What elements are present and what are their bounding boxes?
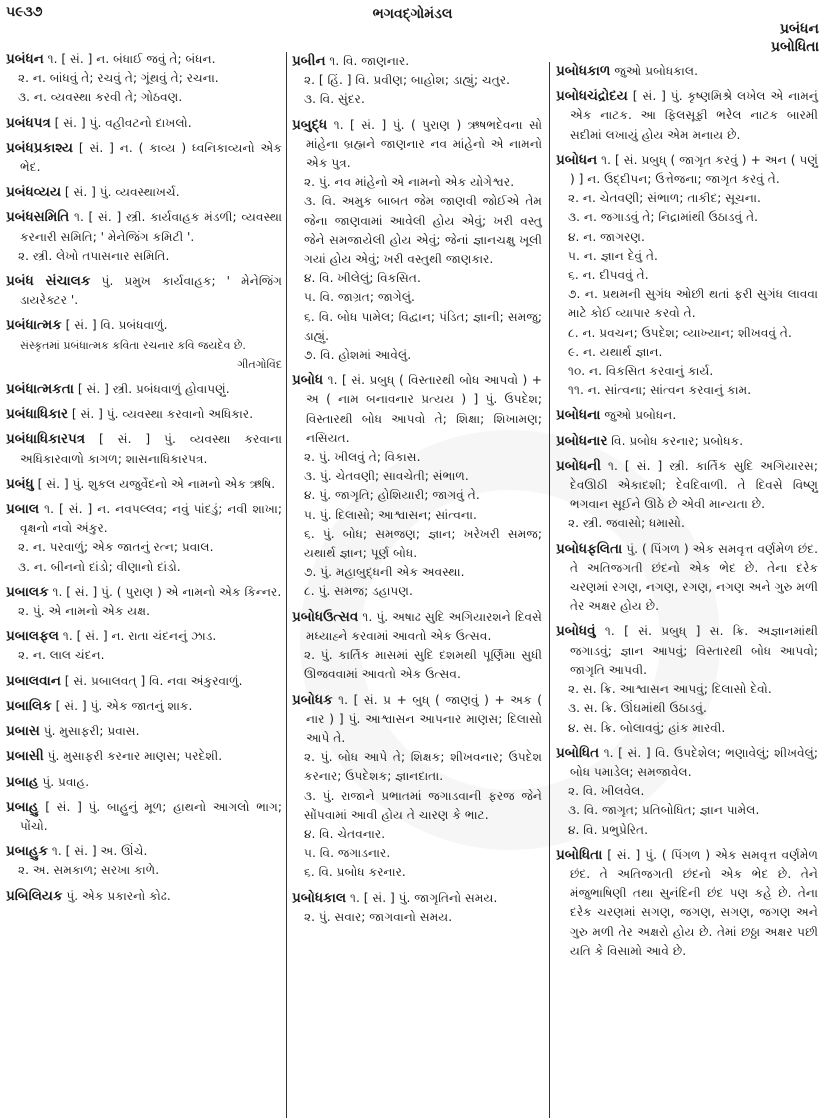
entry-definition [6, 672, 282, 691]
entry-text: ૧. વિ. જાણનાર. [329, 54, 410, 68]
entry-headword: પ્રબોધનાર [556, 432, 608, 449]
entry-sense: ૭. વિ. હોશમાં આવેલું. [304, 348, 412, 363]
entry-headword: પ્રબંધપ્રકાશ્ય [6, 139, 73, 156]
entry-headword: પ્રબોધઉત્સવ [292, 608, 359, 625]
dictionary-entry [6, 697, 282, 716]
entry-text: ૧. [ સં. ] અ. ઊંચે. [51, 844, 148, 859]
entry-sense: ૨. સ્ત્રી. જવાસો; ધમાસો. [568, 516, 685, 531]
entry-sense: ૫. ન. જ્ઞાન દેવું તે. [568, 248, 658, 263]
entry-definition [6, 475, 282, 494]
entry-text: ૧. [ સં. ] વિ. ઉપદેશેલ; ભણાવેલું; શીખવેલું; બોધ પમાડેલ; સમજાવેલ. [570, 745, 818, 779]
entry-text: ૧. [ સં. ] પું. ( પુરાણ ) એ નામનો એક કિન્નર. [52, 584, 282, 599]
dictionary-entry [292, 371, 542, 601]
entry-headword: પ્રબોધચંદ્રોદય [556, 88, 628, 105]
dictionary-entry [556, 846, 818, 961]
column-3 [556, 62, 818, 967]
entry-definition [292, 608, 542, 646]
dictionary-entry [6, 747, 282, 766]
dictionary-entry [6, 183, 282, 202]
dictionary-entry [6, 405, 282, 424]
entry-definition [292, 691, 542, 749]
entry-sense: ૬. વિ. બોધ પામેલ; વિદ્વાન; પંડિત; જ્ઞાની; સમજુ; ડાહ્યું. [304, 309, 542, 343]
entry-definition [6, 722, 282, 741]
entry-definition [556, 87, 818, 145]
entry-sense: ૨. પું. બોધ આપે તે; શિક્ષક; શીખવનાર; ઉપદેશ કરનાર; ઉપદેશક; જ્ઞાનદાતા. [304, 750, 542, 784]
dictionary-entry [556, 87, 818, 145]
entry-sense: ૨. ન. પરવાળું; એક જાતનું રત્ન; પ્રવાલ. [18, 540, 214, 555]
dictionary-entry [556, 62, 818, 81]
entry-definition [556, 151, 818, 189]
entry-sense: ૩. વિ. સુંદર. [304, 92, 365, 107]
guide-words [771, 20, 819, 56]
entry-text: [ સં. ] પું. વહીવટનો દાખલો. [54, 115, 192, 130]
entry-definition [556, 457, 818, 515]
entry-sense: ૨. ન. લાલ ચંદન. [18, 648, 105, 663]
column-1 [6, 50, 282, 912]
entry-headword: પ્રબંધપત્ર [6, 114, 51, 131]
entry-text: [ સં. પ્રબાલવત્ ] વિ. નવા અંકુરવાળું. [64, 673, 243, 688]
entry-headword: પ્રબીન [292, 53, 326, 69]
entry-text: [ સં. ] પું. વ્યવસ્થા કરવાનો અધિકાર. [71, 407, 254, 422]
entry-definition [292, 889, 542, 908]
entry-definition [556, 622, 818, 680]
dictionary-entry [6, 672, 282, 691]
entry-sense: ૨. પું. સવાર; જાગવાનો સમય. [304, 909, 453, 924]
entry-sense: ૨. પું. નવ માંહેનો એ નામનો એક યોગેશ્વર. [304, 175, 515, 190]
entry-text: પું. મુસાફરી; પ્રવાસ. [43, 724, 140, 739]
example-source: ગીતગોવિંદ [237, 357, 282, 371]
entry-headword: પ્રબુદ્ધ [292, 116, 328, 133]
entry-text: [ સં. ] પું. ( પિંગળ ) એક સમવૃત્ત વર્ણમેળ છંદ. તે અતિજગતી છંદનો એક ભેદ છે. તેને મંજુભાષિણી તથા સુનંદિની છંદ પણ કહે છે. તેના દરેક ચરણમાં સગણ, જગણ, સગણ, જગણ અને ગુરુ મળી તેર અક્ષરો હોય છે. તેમાં છઠ્ઠા અક્ષર પછી યતિ કે વિસામો આવે છે. [570, 847, 819, 958]
entry-sense: ૧૦. ન. વિકસિત કરવાનું કાર્ય. [568, 364, 714, 379]
entry-definition [6, 798, 282, 836]
entry-sense: ૫. વિ. જાગ્રત; જાગેલું. [304, 290, 415, 305]
entry-sense: ૪. સ. ક્રિ. બોલાવવું; હાંક મારવી. [568, 720, 726, 735]
entry-headword: પ્રબાહુક [6, 843, 49, 860]
column-2 [292, 52, 542, 933]
entry-text: પું. પ્રમુખ કાર્યવાહક; ' મેનેજિંગ ડાયરેક્ટર '. [20, 274, 283, 308]
dictionary-entry [292, 116, 542, 366]
entry-headword: પ્રબોધિતા [556, 846, 603, 863]
entry-text: ૧. [ સં. પ્રબુધ્ ( વિસ્તારથી બોધ આપવો ) + અ ( નામ બનાવનાર પ્રત્યય ) ] પું. ઉપદેશ; વિસ્તારથી બોધ આપવો તે; શિક્ષા; શિખામણ; નસિયત. [306, 373, 542, 445]
entry-text: ૧. [ સં. પ્રબુધ્ ( જાગૃત કરવું ) + અન ( પણું ) ] ન. ઉદ્દીપન; ઉત્તેજના; જાગૃત કરવું તે. [570, 152, 819, 187]
entry-text: ૧. [ સં. ] ન. રાતા ચંદનનું ઝાડ. [62, 629, 217, 644]
entry-sense: ૪. વિ. ચેતવનાર. [304, 826, 386, 841]
entry-sense: ૮. ન. પ્રવચન; ઉપદેશ; વ્યાખ્યાન; શીખવવું તે. [568, 325, 792, 340]
entry-headword: પ્રબોધકાલ [292, 889, 347, 906]
entry-text: પું. મુસાફરી કરનાર માણસ; પરદેશી. [47, 749, 223, 764]
entry-definition [6, 114, 282, 133]
entry-text: ૧. [ સં. ] પું. જાગૃતિનો સમય. [350, 890, 498, 905]
entry-headword: પ્રબોધવું [556, 623, 596, 640]
entry-definition [6, 887, 282, 906]
entry-sense: ૭. ન. પ્રથમની સુગંધ ઓછી થતાં ફરી સુગંધ લાવવા માટે કોઈ વ્યાપાર કરવો તે. [568, 287, 818, 321]
entry-text: ૧. [ સં. પ્રબુધ્ ] સ. ક્રિ. અજ્ઞાનમાંથી જગાડવું; જ્ઞાન આપવું; વિસ્તારથી બોધ આપવો; જાગૃતિ આપવી. [570, 624, 818, 677]
entry-headword: પ્રબંધન [6, 51, 44, 67]
dictionary-entry [6, 114, 282, 133]
entry-definition [6, 430, 282, 468]
entry-text: જુઓ પ્રબોધન. [604, 408, 677, 423]
entry-sense: ૭. પું. મહાબુદ્ધની એક અવસ્થા. [304, 565, 465, 580]
entry-headword: પ્રબાલક [6, 583, 49, 600]
entry-sense: ૪. પું. જાગૃતિ; હોશિયારી; જાગવું તે. [304, 488, 480, 503]
entry-headword: પ્રબાહુ [6, 798, 39, 815]
entry-sense: ૬. વિ. પ્રબોધ કરનાર. [304, 865, 406, 880]
entry-headword: પ્રબોધન [556, 151, 598, 168]
entry-definition [6, 272, 282, 310]
entry-definition [556, 406, 818, 425]
entry-sense: ૨. પું. ખીલવું તે; વિકાસ. [304, 450, 421, 465]
guide-word-last: પ્રબોધિતા [770, 39, 819, 55]
entry-definition [6, 747, 282, 766]
entry-headword: પ્રબંધવ્યય [6, 184, 61, 201]
entry-text: ૧. [ સં. ] ન. બંધાઈ જવું તે; બંધન. [47, 52, 216, 66]
entry-definition [6, 500, 282, 538]
entry-sense: ૩. ન. બીનનો દાંડો; વીણાનો દાંડો. [18, 559, 181, 574]
dictionary-entry [556, 540, 818, 617]
entry-example [6, 336, 282, 374]
dictionary-entry [6, 272, 282, 310]
entry-text: પું. પ્રવાહ. [42, 774, 90, 789]
entry-sense: ૨. વિ. ખીલવેલ. [568, 784, 645, 799]
entry-sense: ૩. વિ. જાગૃત; પ્રતિબોધિત; જ્ઞાન પામેલ. [568, 803, 760, 818]
entry-headword: પ્રબોધના [556, 407, 601, 424]
entry-definition [6, 208, 282, 246]
dictionary-entry [6, 430, 282, 468]
entry-text: પું. ( પિંગળ ) એક સમવૃત્ત વર્ણમેળ છંદ. તે અતિજગતી છંદનો એક ભેદ છે. તેના દરેક ચરણમાં રગણ, નગણ, રગણ, નગણ અને ગુરુ મળી તેર અક્ષર હોય છે. [570, 541, 818, 614]
dictionary-entry [6, 798, 282, 836]
entry-text: ૧. [ સં. ] પું. ( પુરાણ ) ઋષભદેવના સો માંહેના બ્રહ્મને જાણનાર નવ માંહેનો એ નામનો એક પુત્ર. [306, 117, 543, 171]
entry-text: ૧. [ સં. ] સ્ત્રી. કાર્તિક સુદિ અગિયારસ; દેવઊઠી એકાદશી; દેવદિવાળી. તે દિવસે વિષ્ણુ ભગવાન સૂઈને ઊઠે છે એવી માન્યતા છે. [570, 458, 819, 512]
entry-definition [6, 697, 282, 716]
entry-definition [6, 183, 282, 202]
entry-text: [ સં. ] ન. ( કાવ્ય ) ધ્વનિકાવ્યનો એક ભેદ. [20, 140, 282, 175]
dictionary-entry [6, 722, 282, 741]
entry-sense: ૨. પું. એ નામનો એક યક્ષ. [18, 604, 151, 619]
entry-headword: પ્રબંધ સંચાલક [6, 273, 91, 290]
entry-sense: ૩. ન. જગાડવું તે; નિદ્રામાંથી ઉઠાડવું તે. [568, 210, 759, 225]
entry-headword: પ્રબંધાધિકારપત્ર [6, 431, 86, 448]
entry-headword: પ્રબોધ [292, 372, 324, 389]
entry-text: [ સં. ] પું. બાહુનું મૂળ; હાથનો આગલો ભાગ; પોંચો. [20, 799, 282, 833]
entry-definition [6, 842, 282, 861]
entry-sense: ૩. પું. ચેતવણી; સાવચેતી; સંભાળ. [304, 469, 469, 484]
entry-headword: પ્રબોધિત [556, 744, 600, 761]
example-quote: સંસ્કૃતમાં પ્રબંધાત્મક કવિતા રચનાર કવિ જયદેવ છે. [20, 338, 246, 352]
dictionary-entry [6, 583, 282, 621]
entry-headword: પ્રબંધસમિતિ [6, 209, 70, 226]
entry-text: [ સં. ] પું. કૃષ્ણમિશ્રે લખેલ એ નામનું એક નાટક. આ ફિલસૂફી ભરેલ નાટક બારમી સદીમાં લખાયું હોય એમ મનાય છે. [570, 89, 819, 142]
entry-definition [6, 627, 282, 646]
entry-headword: પ્રબાલ [6, 501, 40, 518]
entry-sense: ૨. પું. કાર્તિક માસમાં સુદિ દશમથી પૂર્ણિમા સુધી ઊજવવામાં આવતો એક ઉત્સવ. [304, 648, 542, 682]
entry-headword: પ્રબાસી [6, 748, 44, 765]
entry-definition [6, 139, 282, 177]
entry-sense: ૩. સ. ક્રિ. ઊંઘમાંથી ઉઠાડવું. [568, 701, 707, 716]
dictionary-entry [556, 622, 818, 737]
entry-headword: પ્રબાલવાન [6, 672, 61, 689]
dictionary-entry [556, 744, 818, 840]
dictionary-entry [6, 773, 282, 792]
column-divider [549, 62, 550, 1118]
entry-sense: ૩. વિ. અમુક બાબત જેમ જાણવી જોઈએ તેમ જેના જાણવામાં આવેલી હોય એવું; ખરી વસ્તુ જેને સમજાયેલી હોય એવું; જેનાં જ્ઞાનચક્ષુ ખૂલી ગયાં હોય એવું; ખરી વસ્તુથી જાણકાર. [304, 194, 542, 267]
entry-headword: પ્રબોધની [556, 457, 601, 474]
entry-sense: ૫. પું. દિલાસો; આશ્વાસન; સાંત્વના. [304, 507, 477, 522]
entry-text: [ સં. ] વિ. પ્રબંધવાળું. [65, 318, 168, 333]
entry-headword: પ્રબાલિક [6, 697, 52, 714]
entry-definition [556, 540, 818, 617]
entry-definition [6, 316, 282, 335]
entry-text: પું. એક પ્રકારનો કોઢ. [66, 888, 171, 903]
entry-sense: ૨. [ હિં. ] વિ. પ્રવીણ; બાહોશ; ડાહ્યું; ચતુર. [304, 73, 511, 88]
dictionary-entry [6, 627, 282, 665]
entry-headword: પ્રબોધકાળ [556, 63, 611, 79]
dictionary-entry [556, 406, 818, 425]
entry-sense: ૬. ન. દીપવવું તે. [568, 268, 649, 283]
dictionary-entry [6, 50, 282, 108]
entry-text: [ સં. ] પું. વ્યવસ્થા કરવાના અધિકારવાળો કાગળ; શાસનાધિકારપત્ર. [20, 432, 282, 466]
dictionary-entry [292, 691, 542, 883]
entry-sense: ૩. ન. વ્યવસ્થા કરવી તે; ગોઠવણ. [18, 90, 183, 105]
entry-sense: ૨. સ્ત્રી. લેખો તપાસનાર સમિતિ. [18, 248, 170, 263]
dictionary-entry [6, 475, 282, 494]
dictionary-entry [6, 500, 282, 577]
entry-headword: પ્રબાસ [6, 723, 40, 740]
entry-sense: ૪. વિ. પ્રભુપ્રેરિત. [568, 822, 648, 837]
entry-text: [ સં. ] પું. વ્યવસ્થાખર્ચ. [64, 185, 180, 200]
entry-sense: ૨. ન. ચેતવણી; સંભાળ; તાકીદ; સૂચના. [568, 191, 761, 206]
entry-headword: પ્રબાલફલ [6, 628, 59, 645]
entry-sense: ૫. વિ. જગાડનાર. [304, 846, 391, 861]
dictionary-entry [6, 208, 282, 266]
dictionary-entry [556, 432, 818, 451]
dictionary-entry [292, 52, 542, 110]
entry-definition [556, 846, 818, 961]
entry-text: [ સં. ] પું. એક જાતનું શાક. [55, 698, 193, 713]
dictionary-entry [556, 457, 818, 534]
entry-headword: પ્રબોધક [292, 691, 333, 708]
entry-text: [ સં. ] સ્ત્રી. પ્રબંધવાળું હોવાપણું. [77, 382, 230, 397]
dictionary-entry [6, 316, 282, 374]
entry-sense: ૨. ન. બાંધવું તે; રચવું તે; ગૂંથવું તે; રચના. [18, 71, 219, 86]
entry-definition [556, 744, 818, 782]
entry-text: ૧. પું. અષાઢ સુદિ અગિયારશને દિવસે મધ્યાહ્ને કરવામાં આવતો એક ઉત્સવ. [306, 609, 542, 643]
entry-definition [556, 62, 818, 81]
entry-headword: પ્રબંધુ [6, 475, 34, 492]
dictionary-entry [6, 842, 282, 880]
entry-sense: ૧૧. ન. સાંત્વના; સાંત્વન કરવાનું કામ. [568, 383, 752, 398]
guide-word-first: પ્રબંધન [779, 21, 819, 37]
entry-sense: ૯. ન. યથાર્થ જ્ઞાન. [568, 344, 663, 359]
entry-text: [ સં. ] પું. શુકલ યજુર્વેદનો એ નામનો એક ઋષિ. [37, 476, 276, 491]
entry-headword: પ્રબંધાધિકાર [6, 406, 68, 423]
entry-definition [6, 380, 282, 399]
entry-headword: પ્રબાહ [6, 773, 39, 790]
dictionary-entry [6, 139, 282, 177]
page-number: ૫૯૩૭ [6, 4, 43, 20]
column-divider [286, 52, 287, 1118]
page-title: ભગવદ્ગોમંડલ [372, 6, 453, 22]
entry-definition [292, 116, 542, 174]
entry-text: જુઓ પ્રબોધકાલ. [614, 64, 698, 78]
entry-headword: પ્રબંધાત્મક [6, 317, 62, 334]
dictionary-entry [6, 887, 282, 906]
dictionary-entry [6, 380, 282, 399]
entry-sense: ૬. પું. બોધ; સમજણ; જ્ઞાન; ખરેખરી સમજ; યથાર્થ જ્ઞાન; પૂર્ણ બોધ. [304, 526, 542, 561]
entry-headword: પ્રબિલિયક [6, 887, 63, 904]
dictionary-entry [292, 889, 542, 927]
entry-sense: ૪. ન. જાગરણ. [568, 229, 645, 244]
entry-definition [556, 432, 818, 451]
dictionary-entry [292, 608, 542, 685]
entry-headword: પ્રબંધાત્મકતા [6, 381, 74, 398]
entry-definition [6, 405, 282, 424]
entry-sense: ૨. સ. ક્રિ. આશ્વાસન આપવું; દિલાસો દેવો. [568, 682, 772, 697]
entry-text: ૧. [ સં. ] સ્ત્રી. કાર્યવાહક મંડળી; વ્યવસ્થા કરનારી સમિતિ; ' મેનેજિંગ કમિટી '. [20, 210, 282, 244]
entry-headword: પ્રબોધફલિતા [556, 540, 623, 557]
entry-definition [292, 371, 542, 448]
entry-sense: ૨. અ. સમકાળ; સરખા કાળે. [18, 863, 160, 878]
entry-sense: ૩. પું. રાજાને પ્રભાતમાં જગાડવાની ફરજ જેને સોંપવામાં આવી હોય તે ચારણ કે ભાટ. [304, 788, 542, 822]
entry-sense: ૪. વિ. ખીલેલું; વિકસિત. [304, 271, 421, 286]
entry-text: વિ. પ્રબોધ કરનાર; પ્રબોધક. [611, 433, 744, 448]
dictionary-entry [556, 151, 818, 401]
entry-text: ૧. [ સં. પ્ર + બુધ્ ( જાણવું ) + અક ( નાર ) ] પું. આશ્વાસન આપનાર માણસ; દિલાસો આપે તે. [306, 692, 543, 745]
entry-definition [6, 773, 282, 792]
entry-text: ૧. [ સં. ] ન. નવપલ્લવ; નવું પાંદડું; નવી શાખા; વૃક્ષનો નવો અંકુર. [20, 502, 282, 536]
entry-definition [6, 583, 282, 602]
entry-definition [292, 52, 542, 71]
entry-sense: ૮. પું. સમજ; ડહાપણ. [304, 584, 413, 599]
entry-definition [6, 50, 282, 69]
